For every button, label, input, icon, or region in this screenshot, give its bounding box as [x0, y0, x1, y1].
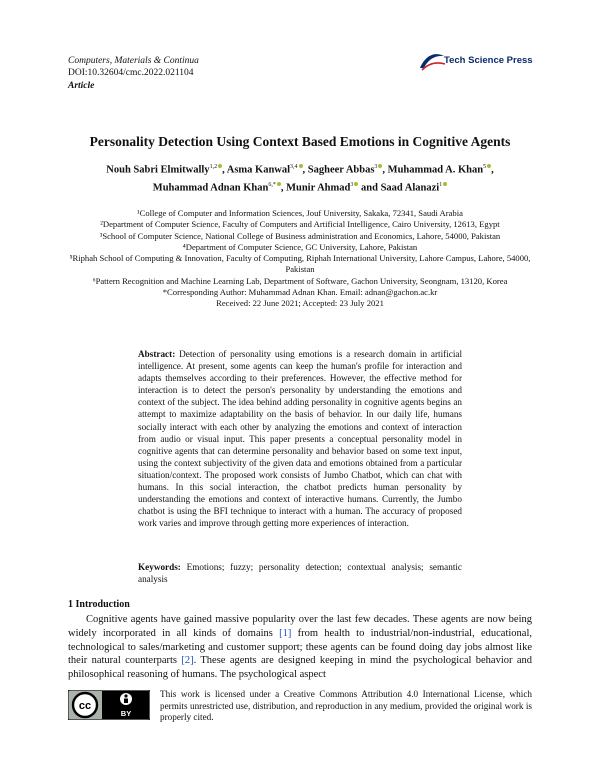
journal-name: Computers, Materials & Continua — [68, 56, 199, 66]
affiliation: ²Department of Computer Science, Faculty of Computers and Artificial Intelligence, Cairo University, 12613, Egypt — [100, 219, 500, 230]
affiliation: ³School of Computer Science, National College of Business administration and Economics, Lahore, 54000, Pakistan — [99, 230, 501, 241]
author-name: Muhammad Adnan Khan — [152, 182, 269, 193]
cc-label: cc — [78, 700, 92, 712]
cc-by-license-badge[interactable] — [68, 690, 150, 720]
publisher-logo — [418, 50, 534, 72]
affiliation: ⁵Riphah School of Computing & Innovation, Faculty of Computing, Riphah International University, Lahore Campus, Lahore, 54000, Pakistan — [69, 253, 531, 275]
doi[interactable]: DOI:10.32604/cmc.2022.021104 — [68, 68, 194, 78]
orcid-icon[interactable] — [378, 164, 382, 168]
received-accepted-dates: Received: 22 June 2021; Accepted: 23 July 2021 — [216, 298, 384, 309]
author-name: Sagheer Abbas — [307, 164, 375, 176]
affiliation: ¹College of Computer and Information Sciences, Jouf University, Sakaka, 72341, Saudi Arabia — [137, 208, 463, 218]
citation-link[interactable]: [1] — [279, 627, 292, 639]
orcid-icon[interactable] — [487, 164, 491, 168]
paper-title: Personality Detection Using Context Based Emotions in Cognitive Agents — [89, 134, 511, 149]
orcid-icon[interactable] — [354, 182, 358, 186]
license-text: This work is licensed under a Creative Commons Attribution 4.0 International License, which permits unrestricted use, distribution, and reproduction in any medium, provided the original work is properly cited. — [160, 689, 532, 723]
orcid-icon[interactable] — [218, 164, 222, 168]
swoosh-icon — [418, 50, 446, 72]
orcid-icon[interactable] — [277, 182, 281, 186]
author-name: Munir Ahmad — [286, 182, 351, 193]
keywords — [138, 561, 462, 585]
abstract-label: Abstract: — [138, 349, 176, 359]
author-name: Muhammad A. Khan — [387, 164, 484, 176]
article-type: Article — [68, 81, 95, 91]
section-heading: 1 Introduction — [68, 599, 130, 610]
affiliation: ⁴Department of Computer Science, GC University, Lahore, Pakistan — [182, 241, 418, 252]
abstract-text: Detection of personality using emotions is a research domain in artificial intelligence. At present, some agents can keep the human's profile for interaction and adapts themselves according to their preferences. However, the effective method for interaction is to detect the person's personality by understanding the emotions and context of the subject. The idea behind adding personality in cognitive agents begins an attempt to maximize adaptability on the basis of behavior. In our daily life, humans socially interact with each other by analyzing the emotions and context of interaction from audio or visual input. This paper presents a conceptual personality model in cognitive agents that can determine personality and behavior based on some text input, using the context subjectivity of the given data and emotions obtained from a particular situation/context. The proposed work consists of Jumbo Chatbot, which can chat with humans. In this social interaction, the chatbot predicts human personality by understanding the emotions and context of interactive humans. Currently, the Jumbo chatbot is using the BFI technique to interact with a human. The accuracy of proposed work varies and improve through getting more experiences of interaction. — [138, 349, 463, 529]
publisher-name: Tech Science Press — [444, 55, 533, 66]
affiliation: ⁶Pattern Recognition and Machine Learning Lab, Department of Software, Gachon University, Seongnam, 13120, Korea — [92, 275, 508, 286]
author-list: Nouh Sabri Elmitwally$^{1,2}$ , Asma Kanwal$^{3,4}$ , Sagheer Abbas$^3$ , Muhammad A. Khan$^5$ , Muhammad Adnan Khan$^{6,*}$ , Munir Ahmad$^3$ and Saad Alanazi$^1$ — [106, 164, 494, 193]
orcid-icon[interactable] — [443, 182, 447, 186]
by-label: BY — [120, 709, 132, 718]
keywords-label: Keywords: — [138, 562, 181, 572]
author-name: Saad Alanazi — [380, 182, 440, 193]
author-name: Nouh Sabri Elmitwally — [106, 164, 210, 176]
corresponding-author: *Corresponding Author: Muhammad Adnan Khan. Email: adnan@gachon.ac.kr — [162, 287, 438, 298]
abstract — [138, 348, 462, 529]
affiliations — [60, 208, 540, 310]
author-name: Asma Kanwal — [226, 164, 291, 176]
citation-link[interactable]: [2] — [181, 655, 194, 667]
keywords-text: Emotions; fuzzy; personality detection; contextual analysis; semantic analysis — [138, 562, 463, 585]
orcid-icon[interactable] — [299, 164, 303, 168]
body-paragraph: Cognitive agents have gained massive popularity over the last few decades. These agents are now being widely incorporated in all kinds of domains [1] from health to industrial/non-industrial, educational, technological to sales/marketing and customer support; these agents can be found doing day jobs almost like their natural counterparts [2]. These agents are designed keeping in mind the psychological behavior and philosophical reasoning of humans. The psychological aspect — [68, 614, 532, 681]
